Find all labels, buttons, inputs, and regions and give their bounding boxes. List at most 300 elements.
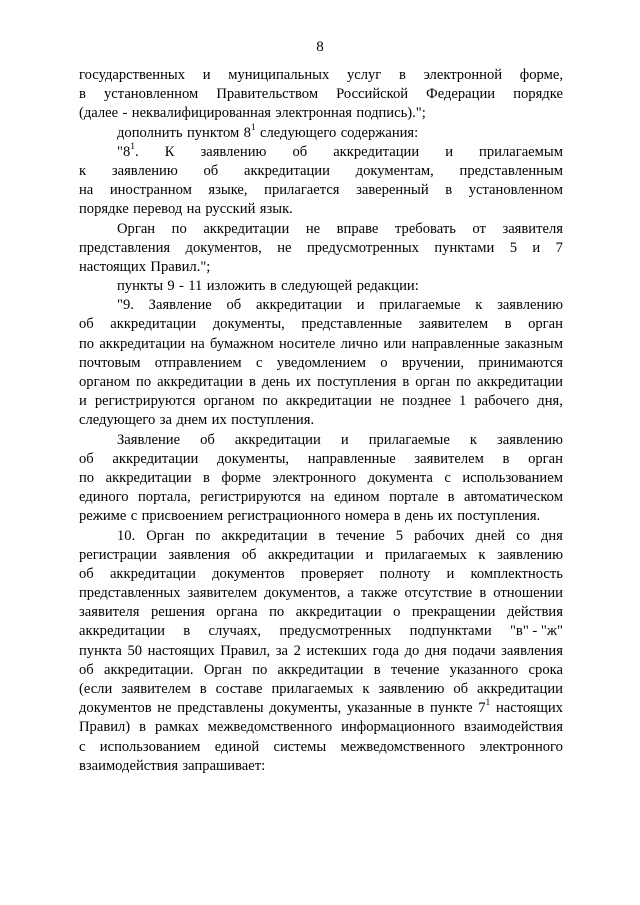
- word: в: [139, 719, 147, 736]
- word: аккредитации: [477, 681, 563, 697]
- word: орган: [528, 450, 563, 467]
- word: их: [296, 374, 312, 390]
- word: об: [453, 681, 469, 697]
- word: 2: [293, 642, 301, 659]
- word: заявлению: [496, 431, 563, 448]
- word: аккредитации: [477, 374, 563, 390]
- word: документы,: [212, 316, 285, 333]
- text-line: [79, 431, 563, 450]
- word: об: [203, 162, 219, 179]
- word: решения: [150, 604, 205, 621]
- word: о: [380, 354, 388, 371]
- word: течение: [390, 661, 440, 678]
- word: режиме: [79, 508, 127, 525]
- word: носителе: [278, 335, 336, 352]
- word: года: [372, 642, 400, 659]
- text-line: [79, 277, 563, 296]
- word: едином: [334, 489, 380, 506]
- word: срока: [528, 661, 563, 678]
- word: Правил.";: [150, 258, 211, 275]
- word: Правил): [79, 719, 131, 736]
- word: дополнить: [117, 124, 183, 141]
- word: бумажном: [210, 335, 274, 352]
- word: единого: [79, 489, 129, 506]
- text-line: [79, 411, 563, 430]
- text-line: [79, 738, 563, 757]
- word: аккредитации: [79, 623, 165, 640]
- word: иностранном: [109, 182, 192, 199]
- word: заверенный: [356, 182, 429, 199]
- word: в: [447, 489, 455, 506]
- word: с: [444, 469, 451, 486]
- text-line: [79, 239, 563, 258]
- word: регистрации: [79, 546, 157, 563]
- word: заявителем: [414, 450, 484, 467]
- word: прилагаемым: [479, 143, 563, 160]
- word: поступления: [317, 374, 397, 390]
- word: заказным: [504, 335, 563, 352]
- word: об: [200, 431, 215, 448]
- word: 9: [167, 278, 175, 295]
- word: день: [261, 374, 291, 390]
- word: орган: [528, 316, 563, 333]
- word: изложить: [206, 278, 266, 295]
- word: лично: [340, 335, 379, 352]
- text-line: [79, 603, 563, 622]
- text-line: [79, 527, 563, 546]
- word: почтовым: [79, 354, 141, 371]
- word: к: [478, 546, 486, 563]
- word: пунктами: [434, 239, 495, 256]
- word: 1: [459, 393, 467, 410]
- word: Заявление: [117, 431, 181, 448]
- text-line: [79, 642, 563, 661]
- word: языке,: [208, 182, 248, 199]
- text-line: [79, 661, 563, 680]
- word: автоматическом: [464, 489, 563, 506]
- word: в: [183, 623, 191, 640]
- word: аккредитации: [295, 604, 382, 621]
- word: и: [79, 393, 87, 410]
- word: информационного: [341, 719, 455, 736]
- word: регистрируются: [94, 393, 196, 410]
- word: органом: [203, 393, 255, 410]
- word: электронного: [479, 738, 563, 755]
- word: порядке: [79, 201, 129, 218]
- word: заявителя: [502, 220, 563, 237]
- word: следующей: [281, 278, 353, 295]
- word: представления: [79, 239, 171, 256]
- word: аккредитации: [234, 431, 321, 448]
- word: аккредитации: [105, 469, 192, 486]
- text-line: [79, 162, 563, 181]
- text-line: [79, 296, 563, 315]
- word: аккредитации: [203, 220, 290, 237]
- word: системы: [273, 738, 327, 755]
- word: 7: [555, 239, 563, 256]
- word: аккредитации: [256, 297, 342, 314]
- word: в: [402, 374, 410, 390]
- text-line: [79, 450, 563, 469]
- word: по: [252, 661, 268, 678]
- word: муниципальных: [228, 67, 330, 83]
- word: подпунктами: [409, 623, 492, 640]
- word: заявителем: [187, 585, 258, 602]
- text-line: [79, 507, 563, 526]
- word: подачи: [452, 642, 496, 659]
- text-line: [79, 584, 563, 603]
- word: -: [179, 278, 184, 295]
- word: представлены: [177, 700, 264, 717]
- word: действия: [506, 604, 563, 621]
- word: государственных: [79, 67, 186, 83]
- word: аккредитации: [110, 316, 197, 333]
- word: взаимодействия: [79, 757, 179, 774]
- word: за: [275, 642, 288, 659]
- word: запрашивает:: [182, 757, 266, 774]
- word: прилагается: [264, 182, 340, 199]
- word: отправлением: [154, 354, 242, 371]
- word: отношении: [493, 585, 563, 602]
- word: не: [277, 239, 292, 256]
- word: отсутствие: [404, 585, 473, 602]
- word: установленном: [104, 86, 199, 103]
- word: по: [456, 374, 472, 390]
- word: дня,: [537, 393, 563, 410]
- word: документов,: [264, 585, 341, 602]
- word: портала,: [138, 489, 191, 506]
- word: заявлению: [378, 681, 445, 697]
- text-line: [79, 546, 563, 565]
- word: заявления: [501, 642, 563, 659]
- word: дней: [475, 527, 506, 544]
- word: рамках: [155, 719, 199, 736]
- word: заявлению: [111, 162, 178, 179]
- text-line: [79, 373, 563, 392]
- word: неквалифицированная: [131, 105, 272, 122]
- word: на: [186, 201, 201, 218]
- word: 5: [395, 527, 404, 544]
- word: настоящих: [147, 642, 215, 659]
- word: аккредитации: [112, 450, 199, 467]
- word: или: [383, 335, 407, 352]
- word: следующего: [79, 412, 156, 429]
- word: и: [445, 143, 453, 160]
- word: аккредитации: [285, 393, 372, 410]
- word: Правил,: [220, 642, 271, 659]
- word: электронная: [275, 105, 353, 122]
- word: об: [79, 565, 94, 582]
- text-line: [79, 699, 563, 718]
- word: заявителем: [418, 316, 489, 333]
- word: со: [516, 527, 530, 544]
- word: на: [190, 335, 205, 352]
- word: и: [340, 431, 349, 448]
- word: заявлению: [497, 297, 563, 314]
- word: случаях,: [208, 623, 262, 640]
- word: в: [502, 450, 510, 467]
- word: указанные: [346, 700, 412, 717]
- word: аккредитации: [243, 162, 330, 179]
- word: документов,: [185, 239, 262, 256]
- word: до: [404, 642, 420, 659]
- word: документам,: [355, 162, 434, 179]
- word: в: [248, 374, 256, 390]
- word: регистрационного: [227, 508, 341, 525]
- text-line: [79, 66, 563, 85]
- word: документов: [212, 565, 285, 582]
- word: на: [79, 182, 94, 199]
- word: редакции:: [356, 278, 419, 295]
- word: представленных: [79, 585, 181, 602]
- word: аккредитации: [221, 527, 308, 544]
- word: их: [437, 508, 453, 525]
- word: (если: [79, 681, 113, 697]
- word: заявления: [168, 546, 231, 563]
- word: об: [292, 143, 308, 160]
- word: по: [269, 604, 285, 621]
- page-number: 8: [316, 39, 324, 55]
- word: в: [269, 278, 277, 295]
- word: позднее: [402, 393, 451, 410]
- text-line: [79, 392, 563, 411]
- word: о: [393, 604, 401, 621]
- text-line: [79, 104, 563, 123]
- text-line: [79, 85, 563, 104]
- word: вручении,: [401, 354, 465, 371]
- word: перевод: [133, 201, 183, 218]
- word: на: [310, 489, 325, 506]
- word: и: [356, 297, 365, 314]
- word: день: [404, 508, 434, 525]
- word: в: [199, 681, 207, 697]
- word: рабочих: [414, 527, 465, 544]
- word: в: [417, 700, 425, 717]
- word: $7^1$: [478, 698, 491, 717]
- word: "в" - "ж": [509, 623, 563, 640]
- text-line: [79, 718, 563, 737]
- word: настоящих: [79, 258, 147, 275]
- word: аккредитации: [109, 565, 196, 582]
- word: предусмотренных: [279, 623, 392, 640]
- word: аккредитации: [333, 143, 420, 160]
- word: пункте: [429, 700, 473, 717]
- word: Орган: [117, 220, 156, 237]
- text-line: [79, 258, 563, 277]
- word: аккредитации: [277, 661, 364, 678]
- word: К: [164, 143, 175, 160]
- word: использованием: [99, 738, 201, 755]
- word: пункта: [79, 642, 122, 659]
- word: в: [79, 86, 86, 103]
- word: по: [262, 393, 278, 410]
- word: к: [475, 297, 483, 314]
- word: составе: [215, 681, 263, 697]
- word: поступления.: [457, 508, 541, 525]
- word: $8^1$: [243, 122, 256, 141]
- word: представленным: [459, 162, 563, 179]
- word: от: [472, 220, 486, 237]
- word: проверяет: [300, 565, 364, 582]
- word: заявлению: [497, 546, 563, 563]
- word: к: [362, 681, 370, 697]
- word: принимаются: [478, 354, 563, 371]
- text-line: [79, 469, 563, 488]
- word: течение: [336, 527, 385, 544]
- word: Правительством: [216, 86, 319, 103]
- word: дня: [424, 642, 447, 659]
- word: содержания:: [340, 124, 419, 141]
- word: об: [79, 450, 94, 467]
- word: следующего: [260, 124, 337, 141]
- word: к: [79, 162, 87, 179]
- word: их: [211, 412, 227, 429]
- text-line: [79, 757, 563, 776]
- word: в: [445, 182, 453, 199]
- word: услуг: [346, 67, 382, 83]
- word: прилагаемые: [368, 431, 450, 448]
- word: Заявление: [148, 297, 212, 314]
- word: использованием: [462, 469, 563, 486]
- text-line: [79, 680, 563, 699]
- text-line: [79, 335, 563, 354]
- word: и: [446, 565, 455, 582]
- word: дня: [540, 527, 563, 544]
- word: документы,: [269, 700, 342, 717]
- word: комплектность: [470, 565, 563, 582]
- word: аккредитации: [267, 546, 354, 563]
- word: прилагаемых: [384, 546, 467, 563]
- word: указанного: [449, 661, 519, 678]
- word: об: [79, 661, 94, 678]
- word: электронного: [272, 469, 357, 486]
- word: прекращении: [411, 604, 496, 621]
- text-line: [79, 622, 563, 641]
- word: 5: [509, 239, 517, 256]
- word: полноту: [379, 565, 431, 582]
- word: с: [79, 738, 86, 755]
- text-line: [79, 315, 563, 334]
- word: установленном: [468, 182, 563, 199]
- word: днем: [176, 412, 208, 429]
- word: и: [532, 239, 541, 256]
- word: к: [469, 431, 477, 448]
- word: представленные: [301, 316, 403, 333]
- text-line: [79, 488, 563, 507]
- word: документы,: [216, 450, 290, 467]
- word: заявителя: [79, 604, 140, 621]
- word: в: [398, 67, 406, 83]
- word: Российской: [336, 86, 409, 103]
- word: заявителем: [121, 681, 191, 697]
- word: направленные: [307, 450, 396, 467]
- word: 11: [188, 278, 203, 295]
- word: регистрируются: [200, 489, 301, 506]
- text-line: [79, 565, 563, 584]
- word: пункты: [117, 278, 163, 295]
- word: "9.: [117, 297, 134, 314]
- word: взаимодействия: [463, 719, 563, 736]
- word: а: [347, 585, 354, 602]
- word: в: [504, 316, 512, 333]
- word: аккредитации: [99, 335, 186, 352]
- word: не: [379, 393, 395, 410]
- word: пунктом: [186, 124, 240, 141]
- word: по: [195, 527, 211, 544]
- word: "$8^1$.: [117, 141, 139, 160]
- text-line: [79, 181, 563, 200]
- word: не: [305, 220, 321, 237]
- word: уведомлением: [276, 354, 366, 371]
- word: вправе: [336, 220, 379, 237]
- word: истекших: [306, 642, 368, 659]
- word: 10.: [117, 527, 136, 544]
- word: в: [318, 527, 326, 544]
- word: номера: [345, 508, 390, 525]
- document-body: [79, 66, 563, 776]
- word: органа: [216, 604, 258, 621]
- word: заявлению: [200, 143, 267, 160]
- word: Орган: [203, 661, 242, 678]
- word: прилагаемых: [271, 681, 354, 697]
- word: (далее: [79, 105, 119, 122]
- word: -: [122, 105, 128, 122]
- word: в: [479, 585, 487, 602]
- word: русский: [205, 201, 256, 218]
- word: присвоением: [141, 508, 224, 525]
- word: язык.: [259, 201, 293, 218]
- word: и: [202, 67, 211, 83]
- word: об: [241, 546, 257, 563]
- word: в: [393, 508, 401, 525]
- word: межведомственного: [340, 738, 466, 755]
- word: орган: [415, 374, 451, 390]
- word: портале: [389, 489, 439, 506]
- word: в: [203, 469, 210, 486]
- word: электронной: [423, 67, 503, 83]
- text-line: [79, 354, 563, 373]
- word: 50: [127, 642, 143, 659]
- word: аккредитации: [157, 374, 244, 390]
- word: поступления.: [231, 412, 315, 429]
- word: направленные: [411, 335, 500, 352]
- text-line: [79, 200, 563, 219]
- word: об: [226, 297, 242, 314]
- word: Федерации: [426, 86, 496, 103]
- text-line: [79, 124, 563, 143]
- word: рабочего: [474, 393, 530, 410]
- word: единой: [214, 738, 260, 755]
- word: об: [79, 316, 94, 333]
- word: не: [157, 700, 172, 717]
- word: за: [159, 412, 172, 429]
- word: форме,: [519, 67, 563, 83]
- word: с: [255, 354, 263, 371]
- word: в: [373, 661, 381, 678]
- word: с: [130, 508, 138, 525]
- word: подпись).";: [356, 105, 426, 122]
- word: документов: [79, 700, 152, 717]
- word: настоящих: [495, 700, 563, 717]
- word: аккредитации.: [103, 661, 194, 678]
- word: порядке: [513, 86, 563, 103]
- word: по: [171, 220, 187, 237]
- word: по: [136, 374, 152, 390]
- word: органом: [79, 374, 131, 390]
- word: по: [79, 469, 95, 486]
- text-line: [79, 143, 563, 162]
- word: предусмотренных: [306, 239, 419, 256]
